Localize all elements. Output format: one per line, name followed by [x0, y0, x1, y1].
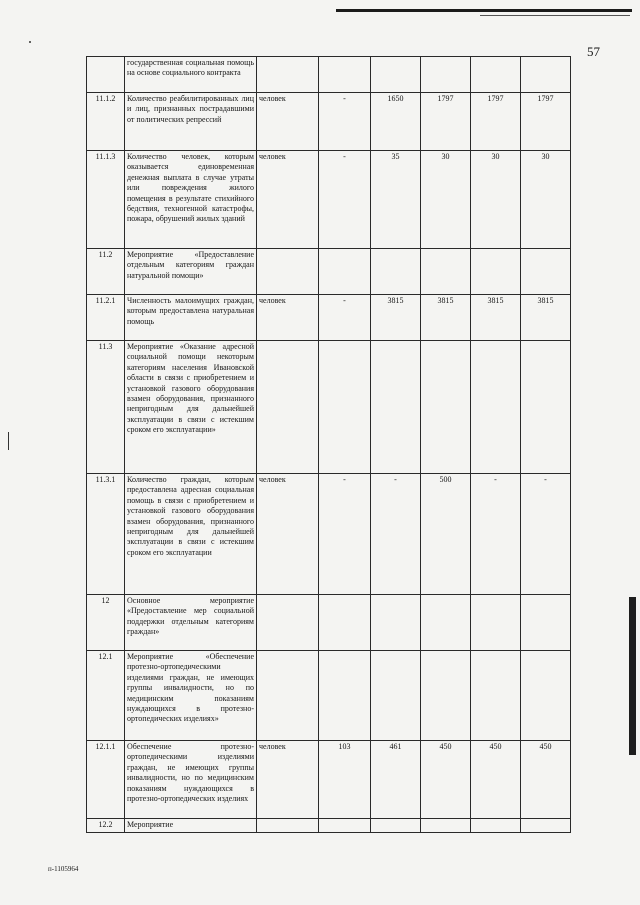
row-value-cell-3: 500 — [421, 474, 471, 595]
row-value-cell-2 — [371, 249, 421, 295]
row-value-cell-4 — [471, 651, 521, 741]
row-value-cell-1: - — [319, 295, 371, 341]
row-unit-cell — [257, 341, 319, 474]
row-value-cell-4 — [471, 249, 521, 295]
row-value-cell-1: 103 — [319, 741, 371, 819]
row-value-cell-4: 30 — [471, 151, 521, 249]
row-number-cell: 12 — [87, 595, 125, 651]
row-value-cell-5: 3815 — [521, 295, 571, 341]
row-number-cell: 11.2.1 — [87, 295, 125, 341]
scan-speck — [29, 41, 31, 43]
table-row — [87, 741, 571, 819]
row-value-cell-5 — [521, 57, 571, 93]
scan-top-border-line — [336, 9, 632, 12]
row-value-cell-2: - — [371, 474, 421, 595]
table-row — [87, 93, 571, 151]
row-value-cell-4: 1797 — [471, 93, 521, 151]
row-value-cell-5: 450 — [521, 741, 571, 819]
row-unit-cell — [257, 819, 319, 833]
table-row — [87, 651, 571, 741]
row-value-cell-4: 450 — [471, 741, 521, 819]
row-value-cell-4 — [471, 57, 521, 93]
row-value-cell-2: 1650 — [371, 93, 421, 151]
table-row — [87, 819, 571, 833]
row-value-cell-3 — [421, 249, 471, 295]
row-value-cell-5 — [521, 819, 571, 833]
row-unit-cell — [257, 249, 319, 295]
row-value-cell-3 — [421, 819, 471, 833]
scan-edge-shadow — [629, 597, 636, 755]
row-number-cell: 12.2 — [87, 819, 125, 833]
row-value-cell-2 — [371, 651, 421, 741]
row-value-cell-5 — [521, 341, 571, 474]
table-row — [87, 151, 571, 249]
row-value-cell-4: - — [471, 474, 521, 595]
row-value-cell-1 — [319, 595, 371, 651]
row-value-cell-4 — [471, 595, 521, 651]
row-value-cell-4: 3815 — [471, 295, 521, 341]
row-number-cell: 11.3 — [87, 341, 125, 474]
row-value-cell-3: 3815 — [421, 295, 471, 341]
table-row — [87, 595, 571, 651]
row-description-cell: Мероприятие «Предоставление отдельным категориям граждан натуральной помощи» — [125, 249, 257, 295]
row-unit-cell — [257, 595, 319, 651]
row-number-cell: 11.3.1 — [87, 474, 125, 595]
row-value-cell-5: - — [521, 474, 571, 595]
scan-top-border-line-thin — [480, 15, 630, 16]
document-code-footer: п-1105964 — [48, 865, 79, 873]
row-number-cell: 12.1.1 — [87, 741, 125, 819]
row-value-cell-3 — [421, 651, 471, 741]
row-value-cell-1: - — [319, 474, 371, 595]
row-description-cell: Количество человек, которым оказывается единовременная денежная выплата в случае утраты или повреждения жилого помещения в результате стихийного бедствия, техногенной катастрофы, пожара, обрушений жилых зданий — [125, 151, 257, 249]
row-value-cell-3: 30 — [421, 151, 471, 249]
row-value-cell-1: - — [319, 93, 371, 151]
row-unit-cell: человек — [257, 295, 319, 341]
row-value-cell-2 — [371, 341, 421, 474]
row-value-cell-1 — [319, 819, 371, 833]
row-value-cell-2 — [371, 57, 421, 93]
row-description-cell: Мероприятие «Обеспечение протезно-ортопедическими изделиями граждан, не имеющих группы инвалидности, но по медицинским показаниям нуждающихся в протезно-ортопедических изделиях» — [125, 651, 257, 741]
row-number-cell: 12.1 — [87, 651, 125, 741]
table-row — [87, 57, 571, 93]
table-row — [87, 341, 571, 474]
row-value-cell-2 — [371, 819, 421, 833]
row-unit-cell — [257, 57, 319, 93]
row-description-cell: Численность малоимущих граждан, которым предоставлена натуральная помощь — [125, 295, 257, 341]
table-row — [87, 249, 571, 295]
row-value-cell-1 — [319, 249, 371, 295]
row-unit-cell: человек — [257, 741, 319, 819]
indicators-table — [86, 56, 571, 833]
row-description-cell: Количество граждан, которым предоставлена адресная социальная помощь в связи с приобретением и установкой газового оборудования взамен оборудования, признанного непригодным для дальнейшей эксплуатации в связи с истекшим сроком его эксплуатации — [125, 474, 257, 595]
row-unit-cell — [257, 651, 319, 741]
row-unit-cell: человек — [257, 93, 319, 151]
row-value-cell-5: 30 — [521, 151, 571, 249]
row-description-cell: Мероприятие — [125, 819, 257, 833]
row-value-cell-3 — [421, 57, 471, 93]
row-number-cell — [87, 57, 125, 93]
row-value-cell-1 — [319, 651, 371, 741]
row-description-cell: Количество реабилитированных лиц и лиц, признанных пострадавшими от политических репрессий — [125, 93, 257, 151]
row-value-cell-2: 461 — [371, 741, 421, 819]
row-value-cell-1: - — [319, 151, 371, 249]
row-number-cell: 11.1.3 — [87, 151, 125, 249]
table-row — [87, 474, 571, 595]
row-value-cell-5 — [521, 595, 571, 651]
row-description-cell: Мероприятие «Оказание адресной социальной помощи некоторым категориям населения Ивановской области в связи с приобретением и установкой газового оборудования взамен оборудования, признанного непригодным для дальнейшей эксплуатации в связи с истекшим сроком его эксплуатации» — [125, 341, 257, 474]
row-unit-cell: человек — [257, 151, 319, 249]
page-number: 57 — [587, 44, 600, 59]
row-value-cell-3 — [421, 341, 471, 474]
row-description-cell: Основное мероприятие «Предоставление мер социальной поддержки отдельным категориям граждан» — [125, 595, 257, 651]
row-value-cell-1 — [319, 341, 371, 474]
row-value-cell-5 — [521, 651, 571, 741]
row-value-cell-5: 1797 — [521, 93, 571, 151]
row-value-cell-2: 3815 — [371, 295, 421, 341]
table-row — [87, 295, 571, 341]
row-value-cell-4 — [471, 341, 521, 474]
row-value-cell-3: 450 — [421, 741, 471, 819]
row-description-cell: государственная социальная помощь на основе социального контракта — [125, 57, 257, 93]
row-number-cell: 11.1.2 — [87, 93, 125, 151]
row-value-cell-3: 1797 — [421, 93, 471, 151]
row-value-cell-5 — [521, 249, 571, 295]
row-value-cell-3 — [421, 595, 471, 651]
row-unit-cell: человек — [257, 474, 319, 595]
row-value-cell-4 — [471, 819, 521, 833]
row-value-cell-2: 35 — [371, 151, 421, 249]
scan-margin-mark — [8, 432, 9, 450]
row-value-cell-2 — [371, 595, 421, 651]
row-description-cell: Обеспечение протезно-ортопедическими изделиями граждан, не имеющих группы инвалидности, но по медицинским показаниям нуждающихся в протезно-ортопедических изделиях — [125, 741, 257, 819]
row-value-cell-1 — [319, 57, 371, 93]
row-number-cell: 11.2 — [87, 249, 125, 295]
